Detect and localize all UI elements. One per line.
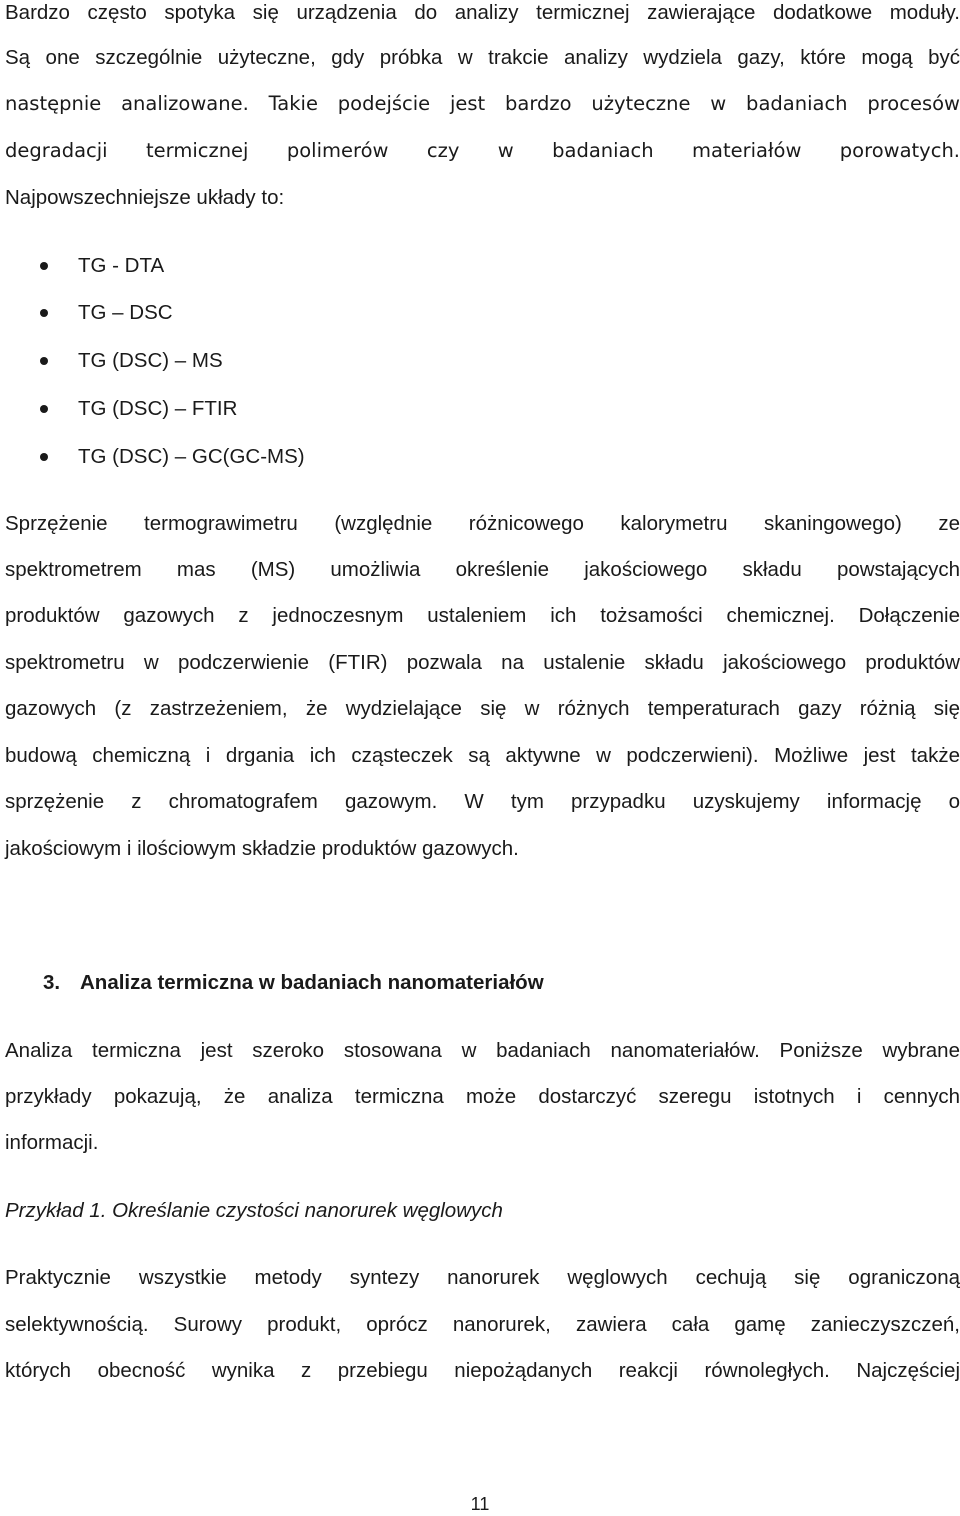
- list-item-label: TG (DSC) – MS: [78, 349, 223, 372]
- coupling-line-2: spektrometrem mas (MS) umożliwia określenie jakościowego składu powstających: [5, 558, 960, 581]
- coupling-line-7: sprzężenie z chromatografem gazowym. W tym przypadku uzyskujemy informację o: [5, 790, 960, 813]
- intro-line-1: Bardzo często spotyka się urządzenia do analizy termicznej zawierające dodatkowe moduły.: [5, 1, 960, 24]
- coupling-line-3: produktów gazowych z jednoczesnym ustaleniem ich tożsamości chemicznej. Dołączenie: [5, 604, 960, 627]
- section-number: 3.: [43, 971, 61, 994]
- list-item-label: TG (DSC) – GC(GC-MS): [78, 445, 305, 468]
- intro-line-2: Są one szczególnie użyteczne, gdy próbka w trakcie analizy wydziela gazy, które mogą być: [5, 46, 960, 69]
- bullet-icon: [40, 309, 48, 317]
- section-intro-line-2: przykłady pokazują, że analiza termiczna może dostarczyć szeregu istotnych i cennych: [5, 1085, 960, 1108]
- example-heading: [5, 1198, 960, 1224]
- example-title: Określanie czystości nanorurek węglowych: [112, 1199, 503, 1222]
- list-item-label: TG - DTA: [78, 254, 165, 277]
- section-intro-line-3: informacji.: [5, 1131, 99, 1154]
- coupling-line-1: Sprzężenie termograwimetru (względnie różnicowego kalorymetru skaningowego) ze: [5, 512, 960, 535]
- example-line-2: selektywnością. Surowy produkt, oprócz nanorurek, zawiera cała gamę zanieczyszczeń,: [5, 1313, 960, 1336]
- example-line-3: których obecność wynika z przebiegu niepożądanych reakcji równoległych. Najczęściej: [5, 1359, 960, 1382]
- coupling-line-8: jakościowym i ilościowym składzie produktów gazowych.: [5, 837, 519, 860]
- coupling-line-6: budową chemiczną i drgania ich cząsteczek są aktywne w podczerwieni). Możliwe jest także: [5, 744, 960, 767]
- section-title: Analiza termiczna w badaniach nanomateriałów: [80, 971, 544, 994]
- list-item-label: TG – DSC: [78, 301, 173, 324]
- intro-line-5: Najpowszechniejsze układy to:: [5, 186, 285, 209]
- bullet-icon: [40, 357, 48, 365]
- section-intro-line-1: Analiza termiczna jest szeroko stosowana w badaniach nanomateriałów. Poniższe wybrane: [5, 1039, 960, 1062]
- example-label: Przykład 1.: [5, 1199, 107, 1222]
- intro-line-3: następnie analizowane. Takie podejście jest bardzo użyteczne w badaniach procesów: [5, 92, 960, 115]
- bullet-icon: [40, 262, 48, 270]
- page-number: 11: [470, 1494, 490, 1514]
- coupling-line-5: gazowych (z zastrzeżeniem, że wydzielające się w różnych temperaturach gazy różnią się: [5, 697, 960, 720]
- intro-line-4: degradacji termicznej polimerów czy w badaniach materiałów porowatych.: [5, 139, 960, 162]
- bullet-icon: [40, 405, 48, 413]
- list-item-label: TG (DSC) – FTIR: [78, 397, 238, 420]
- example-line-1: Praktycznie wszystkie metody syntezy nanorurek węglowych cechują się ograniczoną: [5, 1266, 960, 1289]
- bullet-icon: [40, 453, 48, 461]
- coupling-line-4: spektrometru w podczerwienie (FTIR) pozwala na ustalenie składu jakościowego produktów: [5, 651, 960, 674]
